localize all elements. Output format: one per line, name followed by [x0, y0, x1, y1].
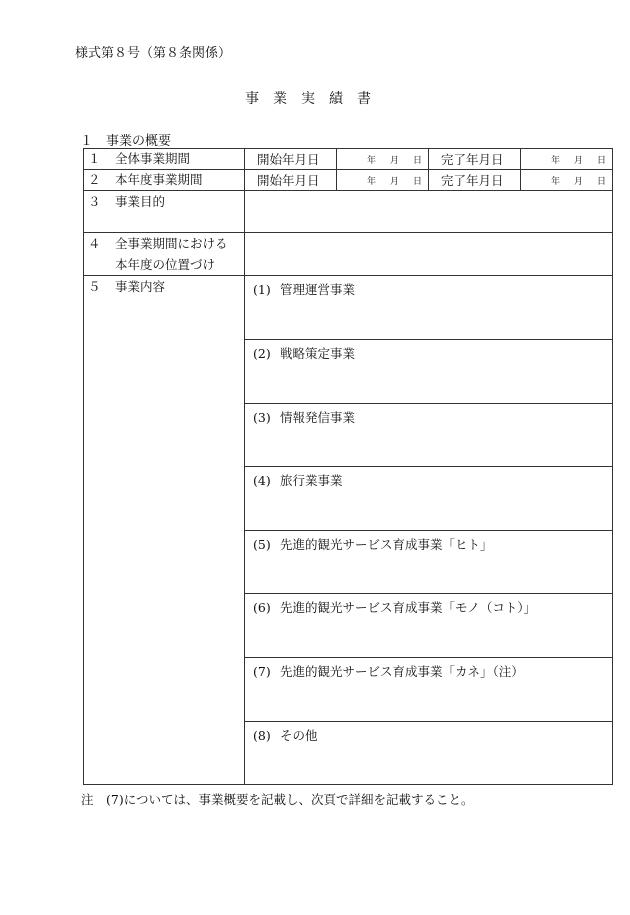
total-period-label: １ 全体事業期間 — [84, 149, 245, 170]
content-item-1[interactable]: (1) 管理運営事業 — [245, 276, 613, 340]
document-title: 事業実績書 — [245, 91, 385, 107]
content-item-4[interactable]: (4) 旅行業事業 — [245, 467, 613, 531]
total-end-date-field[interactable]: 年 月 日 — [521, 149, 613, 170]
total-start-label: 開始年月日 — [245, 149, 337, 170]
total-start-date-field[interactable]: 年 月 日 — [337, 149, 429, 170]
content-item-7[interactable]: (7) 先進的観光サービス育成事業「カネ」（注） — [245, 658, 613, 722]
year-start-date-field[interactable]: 年 月 日 — [337, 170, 429, 191]
content-item-6[interactable]: (6) 先進的観光サービス育成事業「モノ（コト）」 — [245, 594, 613, 658]
business-overview-table — [83, 148, 613, 785]
row-positioning — [84, 233, 613, 276]
purpose-label: ３ 事業目的 — [84, 191, 245, 233]
section-heading: １ 事業の概要 — [80, 134, 172, 149]
row-purpose — [84, 191, 613, 233]
year-period-label: ２ 本年度事業期間 — [84, 170, 245, 191]
form-number: 様式第８号（第８条関係） — [75, 46, 232, 61]
year-end-date-field[interactable]: 年 月 日 — [521, 170, 613, 191]
content-item-2[interactable]: (2) 戦略策定事業 — [245, 340, 613, 404]
row-content — [84, 276, 613, 340]
positioning-field[interactable] — [245, 233, 613, 276]
year-end-label: 完了年月日 — [429, 170, 521, 191]
positioning-label: ４ 全事業期間における 本年度の位置づけ — [84, 233, 245, 276]
content-item-3[interactable]: (3) 情報発信事業 — [245, 404, 613, 467]
total-end-label: 完了年月日 — [429, 149, 521, 170]
purpose-field[interactable] — [245, 191, 613, 233]
content-item-8[interactable]: (8) その他 — [245, 722, 613, 785]
year-start-label: 開始年月日 — [245, 170, 337, 191]
row-year-period — [84, 170, 613, 191]
footnote: 注 (7)については、事業概要を記載し、次頁で詳細を記載すること。 — [81, 792, 474, 807]
row-total-period — [84, 149, 613, 170]
content-item-5[interactable]: (5) 先進的観光サービス育成事業「ヒト」 — [245, 531, 613, 594]
content-label: ５ 事業内容 — [84, 276, 245, 785]
